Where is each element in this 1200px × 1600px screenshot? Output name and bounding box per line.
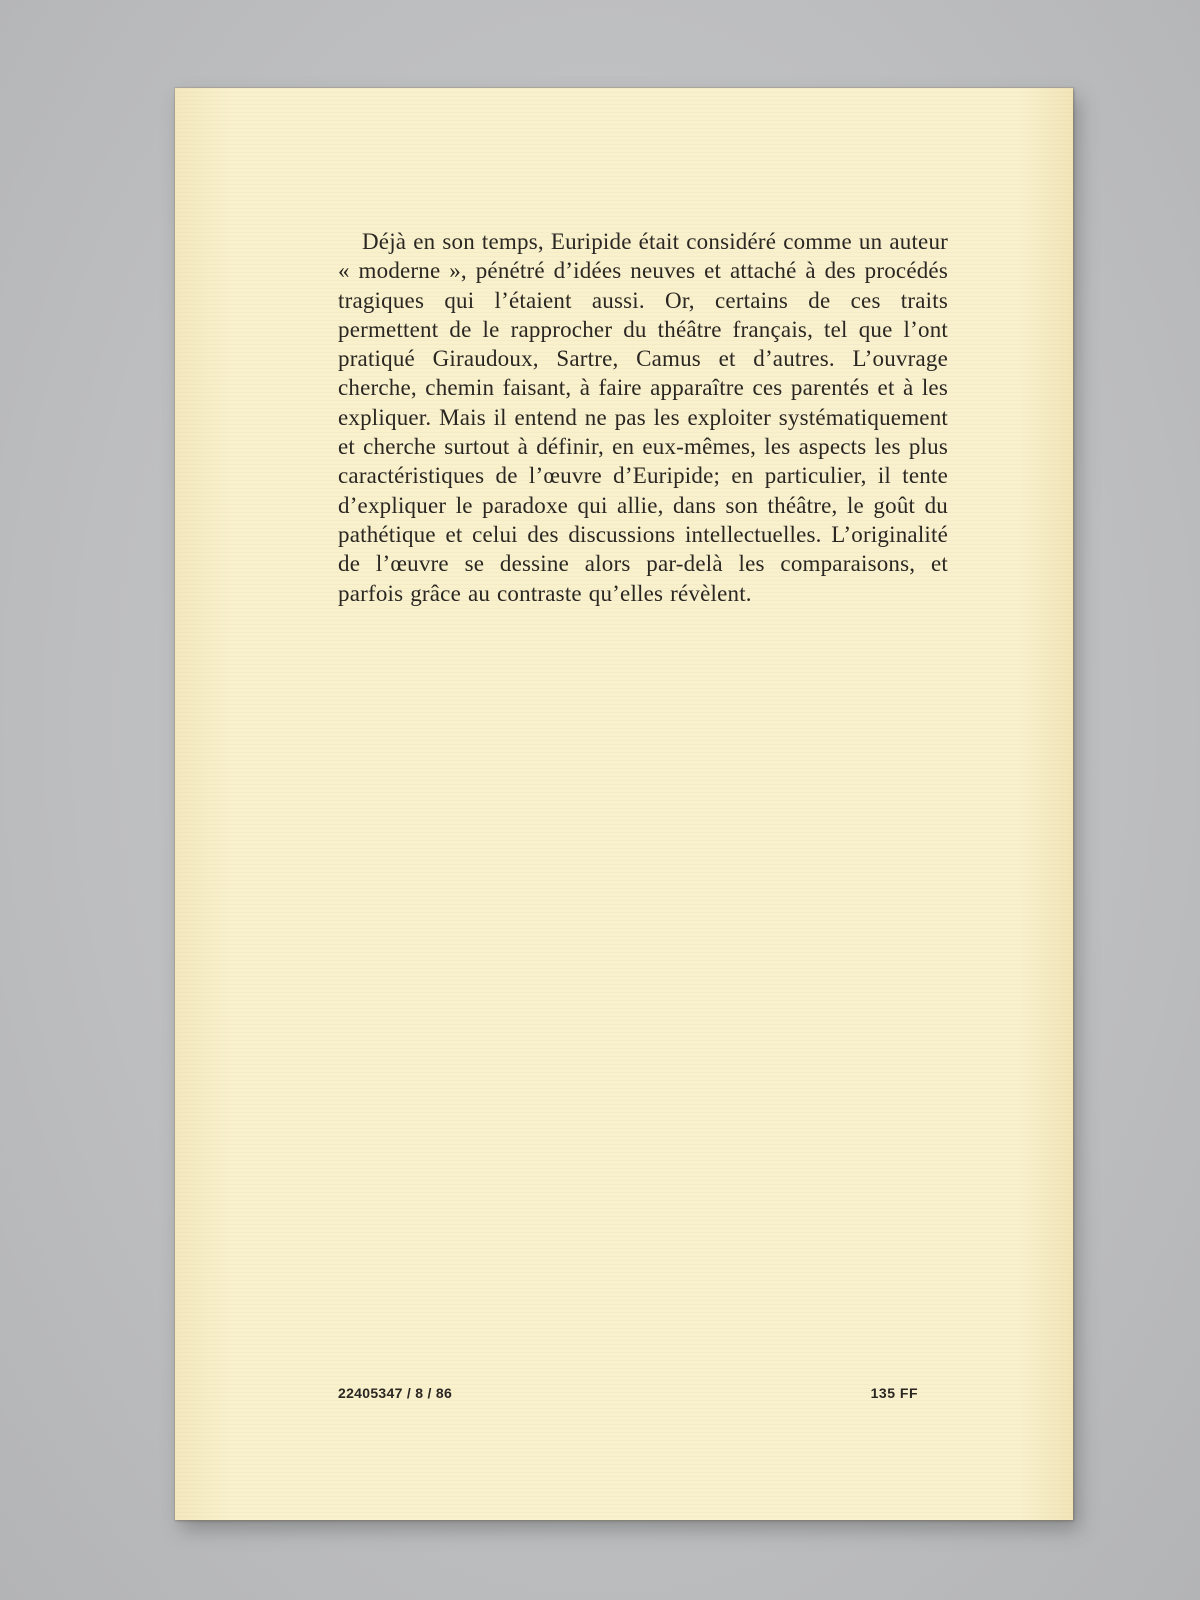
book-back-cover <box>175 88 1073 1520</box>
cover-blurb: Déjà en son temps, Euripide était considéré comme un auteur « moderne », pénétré d’idées neuves et attaché à des procédés tragiques qui l’étaient aussi. Or, certains de ces traits permettent de le rapprocher du théâtre français, tel que l’ont pratiqué Giraudoux, Sartre, Camus et d’autres. L’ouvrage cherche, chemin faisant, à faire apparaître ces parentés et à les expliquer. Mais il entend ne pas les exploiter systématiquement et cherche surtout à définir, en eux-mêmes, les aspects les plus caractéristiques de l’œuvre d’Euripide; en particulier, il tente d’expliquer le paradoxe qui allie, dans son théâtre, le goût du pathétique et celui des discussions intellectuelles. L’originalité de l’œuvre se dessine alors par-delà les comparaisons, et parfois grâce au contraste qu’elles révèlent. <box>338 229 948 606</box>
catalog-code: 22405347 / 8 / 86 <box>338 1385 453 1401</box>
price-label: 135 FF <box>870 1385 918 1401</box>
